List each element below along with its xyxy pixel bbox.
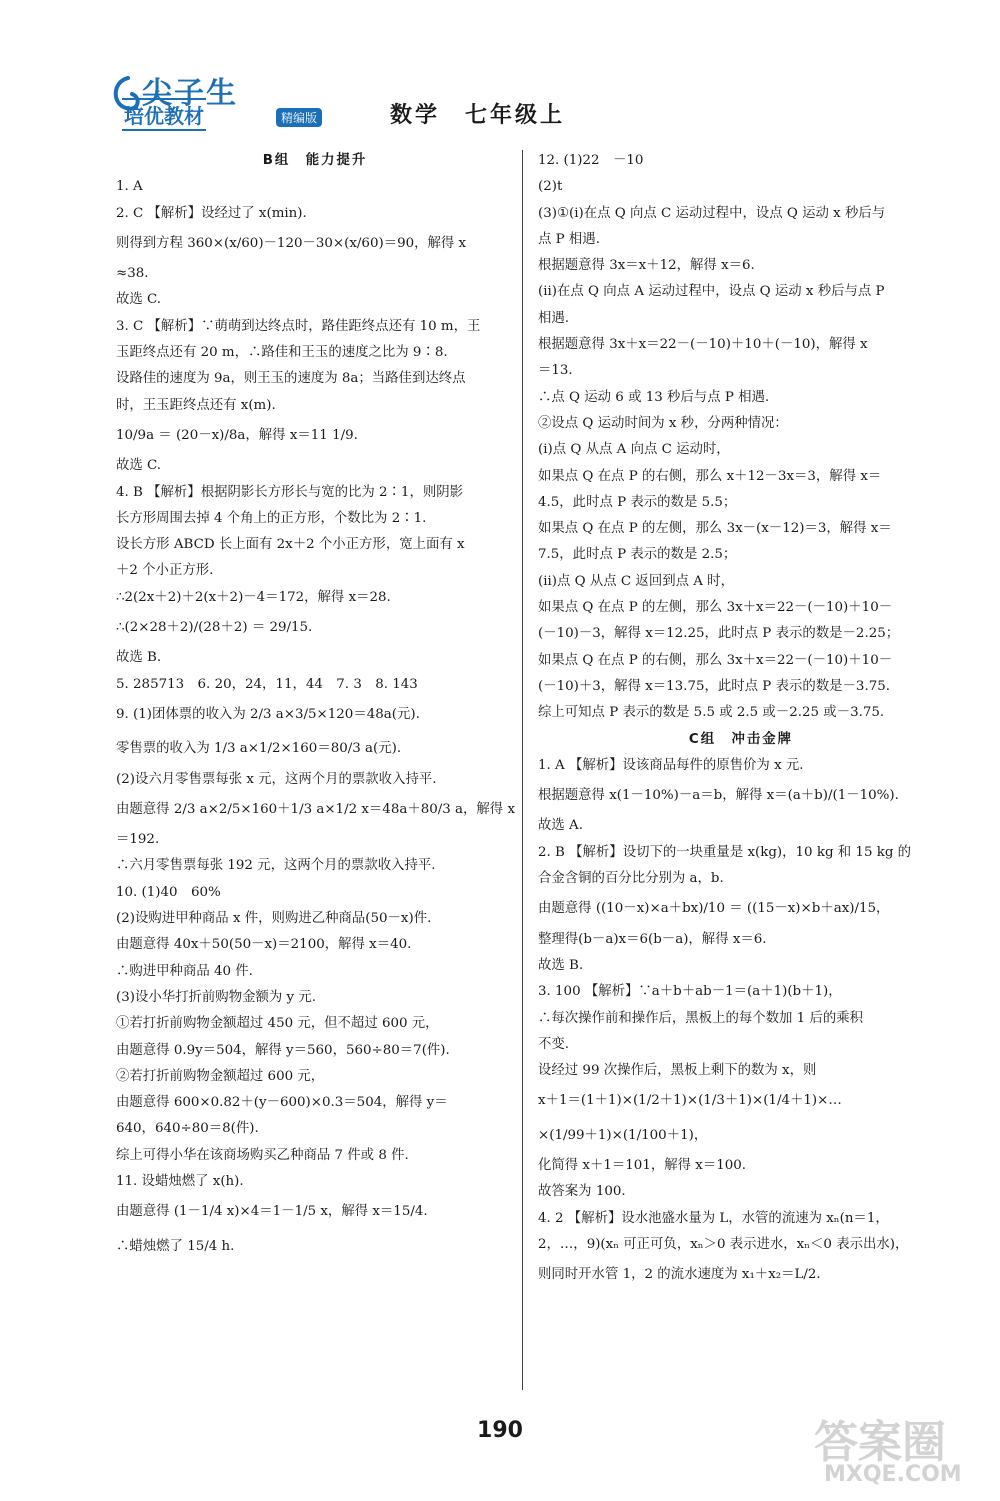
answer-line: 如果点 Q 在点 P 的右侧，那么 3x＋x＝22－(－10)＋10－ (538, 652, 893, 668)
answer-line: (－10)＋3，解得 x＝13.75，此时点 P 表示的数是－3.75. (538, 678, 890, 694)
answer-line: 由题意得 40x＋50(50－x)＝2100，解得 x＝40. (116, 937, 412, 953)
answer-line: 时，王玉距终点还有 x(m). (116, 397, 276, 413)
answer-line: 故选 C. (116, 458, 162, 474)
answer-line: 如果点 Q 在点 P 的左侧，那么 3x＋x＝22－(－10)＋10－ (538, 600, 893, 616)
answer-line: 根据题意得 x(1－10%)－a＝b，解得 x＝(a＋b)/(1－10%). (538, 788, 899, 804)
watermark-text: 答案圈 (814, 1417, 946, 1468)
answer-line: 故选 A. (538, 818, 583, 834)
answer-line: 整理得(b－a)x＝6(b－a)，解得 x＝6. (538, 931, 767, 947)
answer-line: 化简得 x＋1＝101，解得 x＝100. (538, 1157, 747, 1173)
right-column (538, 152, 944, 1296)
answer-line: ②若打折前购物金额超过 600 元， (116, 1068, 325, 1084)
answer-line: 9. (1)团体票的收入为 2/3 a×3/5×120＝48a(元). (116, 706, 420, 722)
answer-line: ≈38. (116, 266, 149, 282)
answer-line: 640，640÷80＝8(件). (116, 1121, 259, 1137)
answer-line: 则得到方程 360×(x/60)－120－30×(x/60)＝90，解得 x (116, 235, 467, 251)
answer-line: 玉距终点还有 20 m，∴路佳和王玉的速度之比为 9∶8. (116, 345, 448, 361)
answer-line: 根据题意得 3x＝x＋12，解得 x＝6. (538, 258, 755, 274)
answer-line: (2)设六月零售票每张 x 元，这两个月的票款收入持平. (116, 771, 437, 787)
page-title: 数学 七年级上 (390, 103, 566, 128)
answer-line: 4. 2 【解析】设水池盛水量为 L，水管的流速为 xₙ(n＝1， (538, 1210, 889, 1226)
answer-line: 3. C 【解析】∵萌萌到达终点时，路佳距终点还有 10 m，王 (116, 318, 481, 334)
answer-line: 设经过 99 次操作后，黑板上剩下的数为 x，则 (538, 1063, 817, 1079)
answer-line: 设长方形 ABCD 长上面有 2x＋2 个小正方形，宽上面有 x (116, 537, 465, 553)
column-divider (522, 150, 523, 1390)
answer-line: 由题意得 (1－1/4 x)×4＝1－1/5 x，解得 x＝15/4. (116, 1204, 428, 1220)
answer-line: ∴每次操作前和操作后，黑板上的每个数加 1 后的乘积 (538, 1010, 864, 1026)
answer-line: 由题意得 0.9y＝504，解得 y＝560，560÷80＝7(件). (116, 1042, 450, 1058)
answer-line: 2. C 【解析】设经过了 x(min). (116, 205, 307, 221)
answer-line: ＝13. (538, 363, 573, 379)
answer-line: (－10)－3，解得 x＝12.25，此时点 P 表示的数是－2.25； (538, 626, 900, 642)
answer-line: ∴六月零售票每张 192 元，这两个月的票款收入持平. (116, 858, 436, 874)
answer-line: (3)设小华打折前购物金额为 y 元. (116, 989, 316, 1005)
answer-line: 12. (1)22 －10 (538, 153, 644, 168)
answer-line: 零售票的收入为 1/3 a×1/2×160＝80/3 a(元). (116, 741, 402, 757)
watermark-url: MXQE.COM (824, 1462, 962, 1487)
publisher-logo (108, 68, 368, 132)
answer-line: 相遇. (538, 310, 570, 326)
answer-line: 合金含铜的百分比分别为 a，b. (538, 871, 724, 887)
logo-edition-badge: 精编版 (276, 108, 322, 127)
answer-line: 2，…，9)(xₙ 可正可负，xₙ＞0 表示进水，xₙ＜0 表示出水)， (538, 1236, 909, 1252)
answer-line: 根据题意得 3x＋x＝22－(－10)＋10＋(－10)，解得 x (538, 337, 868, 353)
left-column (116, 152, 514, 1268)
answer-line: 10/9a ＝ (20－x)/8a，解得 x＝11 1/9. (116, 427, 358, 443)
section-heading: B组 能力提升 (262, 153, 368, 168)
answer-line: 故答案为 100. (538, 1184, 626, 1200)
answer-line: 7.5，此时点 P 表示的数是 2.5； (538, 547, 737, 563)
answer-line: 11. 设蜡烛燃了 x(h). (116, 1173, 244, 1189)
answer-line: 1. A 【解析】设该商品每件的原售价为 x 元. (538, 757, 804, 773)
answer-line: 则同时开水管 1，2 的流水速度为 x₁＋x₂＝L/2. (538, 1267, 821, 1283)
answer-line: ∴购进甲种商品 40 件. (116, 963, 253, 979)
logo-subtitle: 培优教材 (122, 98, 206, 131)
answer-line: 2. B 【解析】设切下的一块重量是 x(kg)，10 kg 和 15 kg 的 (538, 844, 912, 860)
logo-title: 尖子生 (142, 76, 238, 111)
answer-line: ×(1/99＋1)×(1/100＋1)， (538, 1127, 708, 1143)
answer-line: 4. B 【解析】根据阴影长方形长与宽的比为 2∶1，则阴影 (116, 484, 464, 500)
answer-line: 5. 285713 6. 20，24，11，44 7. 3 8. 143 (116, 676, 418, 692)
watermark (806, 1402, 996, 1497)
answer-line: 10. (1)40 60% (116, 884, 221, 900)
answer-line: (ii)点 Q 从点 C 返回到点 A 时， (538, 573, 734, 589)
answer-line: ∴2(2x＋2)＋2(x＋2)－4＝172，解得 x＝28. (116, 589, 391, 605)
answer-line: 点 P 相遇. (538, 231, 600, 247)
answer-line: ＋2 个小正方形. (116, 563, 214, 579)
answer-line: 综上可知点 P 表示的数是 5.5 或 2.5 或－2.25 或－3.75. (538, 705, 885, 721)
answer-line: 1. A (116, 179, 143, 195)
answer-line: (ii)在点 Q 向点 A 运动过程中，设点 Q 运动 x 秒后与点 P (538, 284, 885, 300)
answer-line: ∴(2×28＋2)/(28＋2) ＝ 29/15. (116, 620, 313, 636)
answer-line: 如果点 Q 在点 P 的右侧，那么 x＋12－3x＝3，解得 x＝ (538, 468, 882, 484)
answer-line: ①若打折前购物金额超过 450 元，但不超过 600 元， (116, 1016, 439, 1032)
answer-line: 故选 B. (538, 957, 584, 973)
answer-line: 由题意得 2/3 a×2/5×160＋1/3 a×1/2 x＝48a＋80/3 a，解得 x (116, 801, 516, 817)
answer-line: ∴点 Q 运动 6 或 13 秒后与点 P 相遇. (538, 389, 770, 405)
answer-line: 长方形周围去掉 4 个角上的正方形，个数比为 2∶1. (116, 510, 427, 526)
answer-line: 故选 C. (116, 292, 162, 308)
answer-line: 如果点 Q 在点 P 的左侧，那么 3x－(x－12)＝3，解得 x＝ (538, 521, 892, 537)
answer-line: (i)点 Q 从点 A 向点 C 运动时， (538, 442, 730, 458)
page-header (108, 68, 908, 132)
answer-line: (2)t (538, 179, 563, 195)
section-heading: C组 冲击金牌 (688, 731, 794, 747)
answer-line: 综上可得小华在该商场购买乙种商品 7 件或 8 件. (116, 1147, 409, 1163)
answer-line: 设路佳的速度为 9a，则王玉的速度为 8a；当路佳到达终点 (116, 371, 466, 387)
answer-line: 故选 B. (116, 650, 162, 666)
page-number: 190 (477, 1418, 523, 1443)
answer-line: x＋1＝(1＋1)×(1/2＋1)×(1/3＋1)×(1/4＋1)×… (538, 1093, 842, 1109)
answer-line: 4.5，此时点 P 表示的数是 5.5； (538, 494, 737, 510)
answer-line: (2)设购进甲种商品 x 件，则购进乙种商品(50－x)件. (116, 911, 432, 927)
answer-line: ②设点 Q 运动时间为 x 秒，分两种情况： (538, 415, 788, 431)
answer-line: 不变. (538, 1036, 570, 1052)
answer-line: 由题意得 600×0.82＋(y－600)×0.3＝504，解得 y＝ (116, 1095, 448, 1111)
answer-line: 3. 100 【解析】∵a＋b＋ab－1＝(a＋1)(b＋1)， (538, 984, 842, 1000)
answer-line: (3)①(i)在点 Q 向点 C 运动过程中，设点 Q 运动 x 秒后与 (538, 205, 886, 221)
answer-line: ＝192. (116, 832, 160, 848)
answer-line: 由题意得 ((10－x)×a＋bx)/10 ＝ ((15－x)×b＋ax)/15， (538, 901, 890, 917)
answer-line: ∴蜡烛燃了 15/4 h. (116, 1238, 235, 1254)
